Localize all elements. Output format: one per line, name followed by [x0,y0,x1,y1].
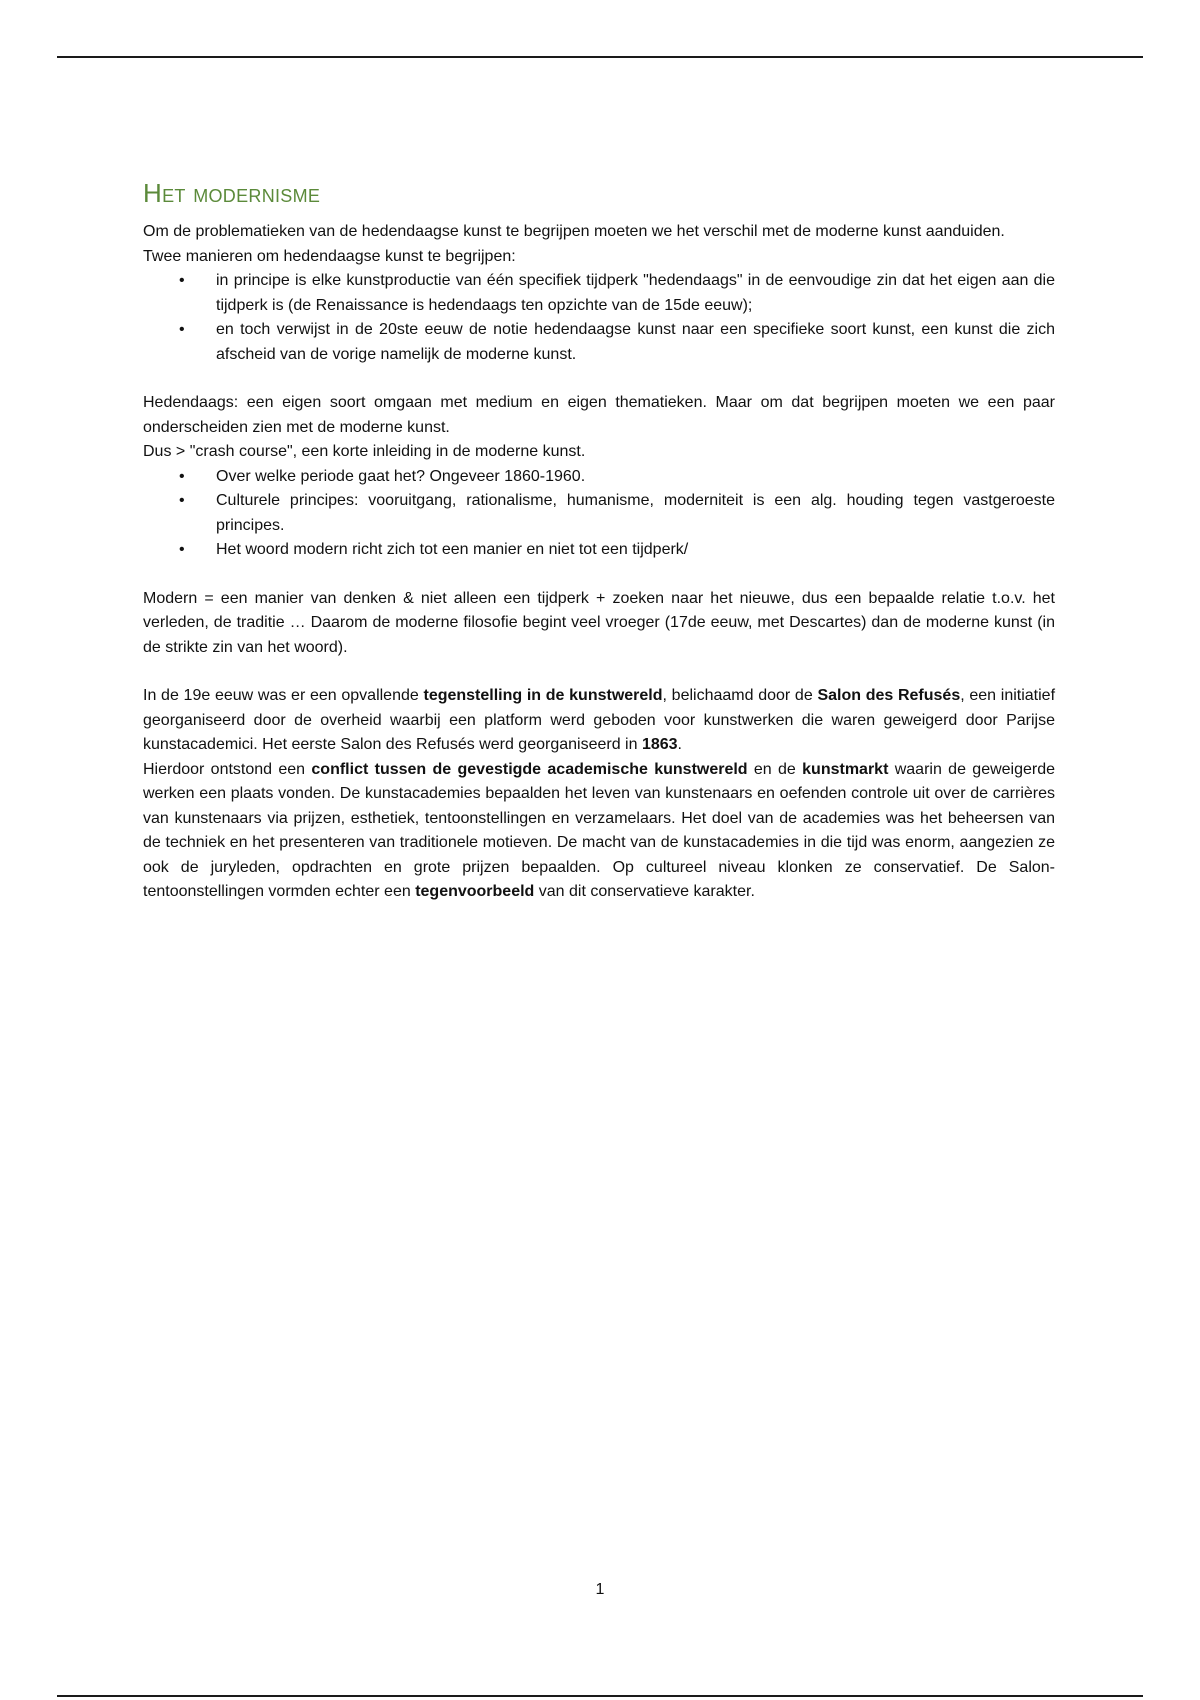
paragraph-gap [143,563,1055,587]
text-run: . [677,736,682,753]
list-item: • Culturele principes: vooruitgang, rationalisme, humanisme, moderniteit is een alg. houding tegen vastgeroeste principes. [143,489,1055,538]
text-run: , belichaamd door de [662,687,818,704]
bold-run: tegenstelling in de kunstwereld [423,687,663,704]
text-run: waarin de geweigerde werken een plaats vonden. De kunstacademies bepaalden het leven van kunstenaars en oefenden controle uit over de carrières van kunstenaars via prijzen, esthetiek, tentoonstellingen en verzamelaars. Het doel van de academies was het beheersen van de techniek en het presenteren van traditionele motieven. De macht van de kunstacademies in die tijd was enorm, aangezien ze ook de juryleden, opdrachten en grote prijzen bepaalden. Op cultureel niveau klonken ze conservatief. De Salon-tentoonstellingen vormden echter een [143,760,1056,900]
bold-run: tegenvoorbeeld [415,883,535,900]
bold-run: conflict tussen de gevestigde academische kunstwereld [311,760,748,778]
list-item: • Over welke periode gaat het? Ongeveer 1860-1960. [143,465,1055,490]
text-run: , een initiatief georganiseerd door de overheid waarbij een platform werd geboden voor kunstwerken die waren geweigerd door Parijse kunstacademici. Het eerste Salon des Refusés werd georganiseerd in [143,687,1056,753]
crash-course-line: Dus > "crash course", een korte inleiding in de moderne kunst. [143,443,586,460]
salon-paragraph [143,684,1055,758]
conflict-paragraph [143,758,1055,905]
bold-run: kunstmarkt [802,760,889,778]
list-item: • Het woord modern richt zich tot een manier en niet tot een tijdperk/ [143,538,1055,563]
page-title: Het modernisme [143,178,321,208]
intro-list [143,269,1055,367]
list-item: • en toch verwijst in de 20ste eeuw de notie hedendaagse kunst naar een specifieke soort kunst, een kunst die zich afscheid van de vorige namelijk de moderne kunst. [143,318,1055,367]
footer-rule [57,1695,1143,1697]
intro-paragraph: Om de problematieken van de hedendaagse kunst te begrijpen moeten we het verschil met de moderne kunst aanduiden. [143,223,1005,240]
text-run: Hierdoor ontstond een [143,760,312,778]
header-rule [57,56,1143,58]
paragraph-gap [143,367,1055,391]
page-content [143,178,1055,905]
bold-run: 1863 [641,736,678,753]
modern-definition-paragraph: Modern = een manier van denken & niet alleen een tijdperk + zoeken naar het nieuwe, dus een bepaalde relatie t.o.v. het verleden, de traditie … Daarom de moderne filosofie begint veel vroeger (17de eeuw, met Descartes) dan de moderne kunst (in de strikte zin van het woord). [143,589,1055,656]
intro-lead: Twee manieren om hedendaagse kunst te begrijpen: [143,247,516,265]
paragraph-gap [143,660,1055,684]
text-run: In de 19e eeuw was er een opvallende [143,687,424,704]
page-number: 1 [595,1581,605,1598]
list-item: • in principe is elke kunstproductie van één specifiek tijdperk "hedendaags" in de eenvoudige zin dat het eigen aan die tijdperk is (de Renaissance is hedendaags ten opzichte van de 15de eeuw); [143,269,1055,318]
bold-run: Salon des Refusés [817,687,961,704]
text-run: van dit conservatieve karakter. [534,883,755,900]
hedendaags-paragraph: Hedendaags: een eigen soort omgaan met medium en eigen thematieken. Maar om dat begrijpen moeten we een paar onderscheiden zien met de moderne kunst. [143,394,1055,436]
modern-list [143,465,1055,563]
text-run: en de [747,760,803,778]
